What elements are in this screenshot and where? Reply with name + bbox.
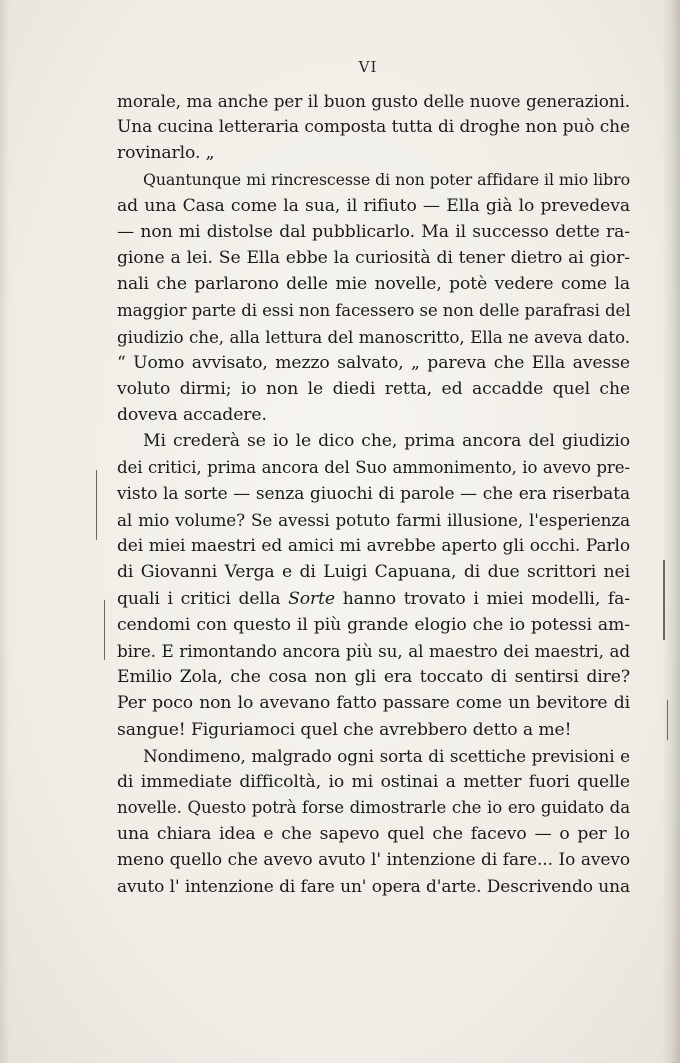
text-line: al mio volume? Se avessi potuto farmi illusione, l'esperienza bbox=[117, 510, 630, 530]
text-line: Nondimeno, malgrado ogni sorta di scettiche previsioni e bbox=[143, 745, 630, 766]
text-line: di immediate difficoltà, io mi ostinai a metter fuori quelle bbox=[117, 771, 630, 792]
text-line: Emilio Zola, che cosa non gli era toccato di sentirsi dire? bbox=[117, 667, 630, 688]
text-line: di Giovanni Verga e di Luigi Capuana, di due scrittori nei bbox=[117, 562, 630, 583]
page-left-shadow bbox=[0, 0, 10, 1063]
text-line: sangue! Figuriamoci quel che avrebbero detto a me! bbox=[117, 719, 572, 740]
text-line: cendomi con questo il più grande elogio che io potessi am- bbox=[117, 614, 630, 635]
margin-pencil-mark bbox=[663, 560, 665, 640]
text-line bbox=[117, 586, 630, 612]
text-line: Una cucina letteraria composta tutta di droghe non può che bbox=[117, 117, 630, 138]
text-line: Quantunque mi rincrescesse di non poter affidare il mio libro bbox=[143, 169, 630, 189]
text-line: dei miei maestri ed amici mi avrebbe aperto gli occhi. Parlo bbox=[117, 536, 630, 557]
page-number: VI bbox=[358, 58, 378, 76]
text-line: bire. E rimontando ancora più su, al maestro dei maestri, ad bbox=[117, 640, 630, 661]
italic-title-sorte: Sorte bbox=[288, 588, 335, 609]
text-segment: hanno trovato i miei modelli, fa- bbox=[335, 588, 630, 609]
text-line: nali che parlarono delle mie novelle, potè vedere come la bbox=[117, 274, 630, 295]
text-line: una chiara idea e che sapevo quel che facevo — o per lo bbox=[117, 824, 630, 845]
text-line: voluto dirmi; io non le diedi retta, ed accadde quel che bbox=[117, 379, 630, 400]
margin-pencil-mark bbox=[667, 700, 668, 740]
text-line: doveva accadere. bbox=[117, 405, 267, 426]
text-line: visto la sorte — senza giuochi di parole — che era riserbata bbox=[117, 483, 630, 504]
text-line: morale, ma anche per il buon gusto delle nuove generazioni. bbox=[117, 91, 630, 111]
margin-pencil-mark bbox=[104, 600, 105, 660]
text-line: avuto l' intenzione di fare un' opera d'arte. Descrivendo una bbox=[117, 876, 630, 897]
text-line: gione a lei. Se Ella ebbe la curiosità di tener dietro ai gior- bbox=[117, 248, 630, 269]
text-line: dei critici, prima ancora del Suo ammonimento, io avevo pre- bbox=[117, 457, 630, 477]
text-line: — non mi distolse dal pubblicarlo. Ma il successo dette ra- bbox=[117, 221, 630, 242]
text-line: Per poco non lo avevano fatto passare come un bevitore di bbox=[117, 693, 630, 714]
body-text bbox=[117, 88, 630, 900]
page-right-shadow bbox=[662, 0, 680, 1063]
text-line: Mi crederà se io le dico che, prima ancora del giudizio bbox=[143, 431, 630, 452]
text-line: meno quello che avevo avuto l' intenzione di fare... Io avevo bbox=[117, 850, 630, 871]
text-line: novelle. Questo potrà forse dimostrarle che io ero guidato da bbox=[117, 798, 630, 818]
text-line: giudizio che, alla lettura del manoscritto, Ella ne aveva dato. bbox=[117, 326, 630, 347]
text-segment: quali i critici della bbox=[117, 588, 289, 609]
text-line: ad una Casa come la sua, il rifiuto — Ella già lo prevedeva bbox=[117, 195, 630, 216]
text-line: maggior parte di essi non facessero se non delle parafrasi del bbox=[117, 300, 631, 320]
text-line: “ Uomo avvisato, mezzo salvato, „ pareva che Ella avesse bbox=[117, 352, 630, 373]
text-line: rovinarlo. „ bbox=[117, 143, 215, 164]
margin-pencil-mark bbox=[96, 470, 97, 540]
